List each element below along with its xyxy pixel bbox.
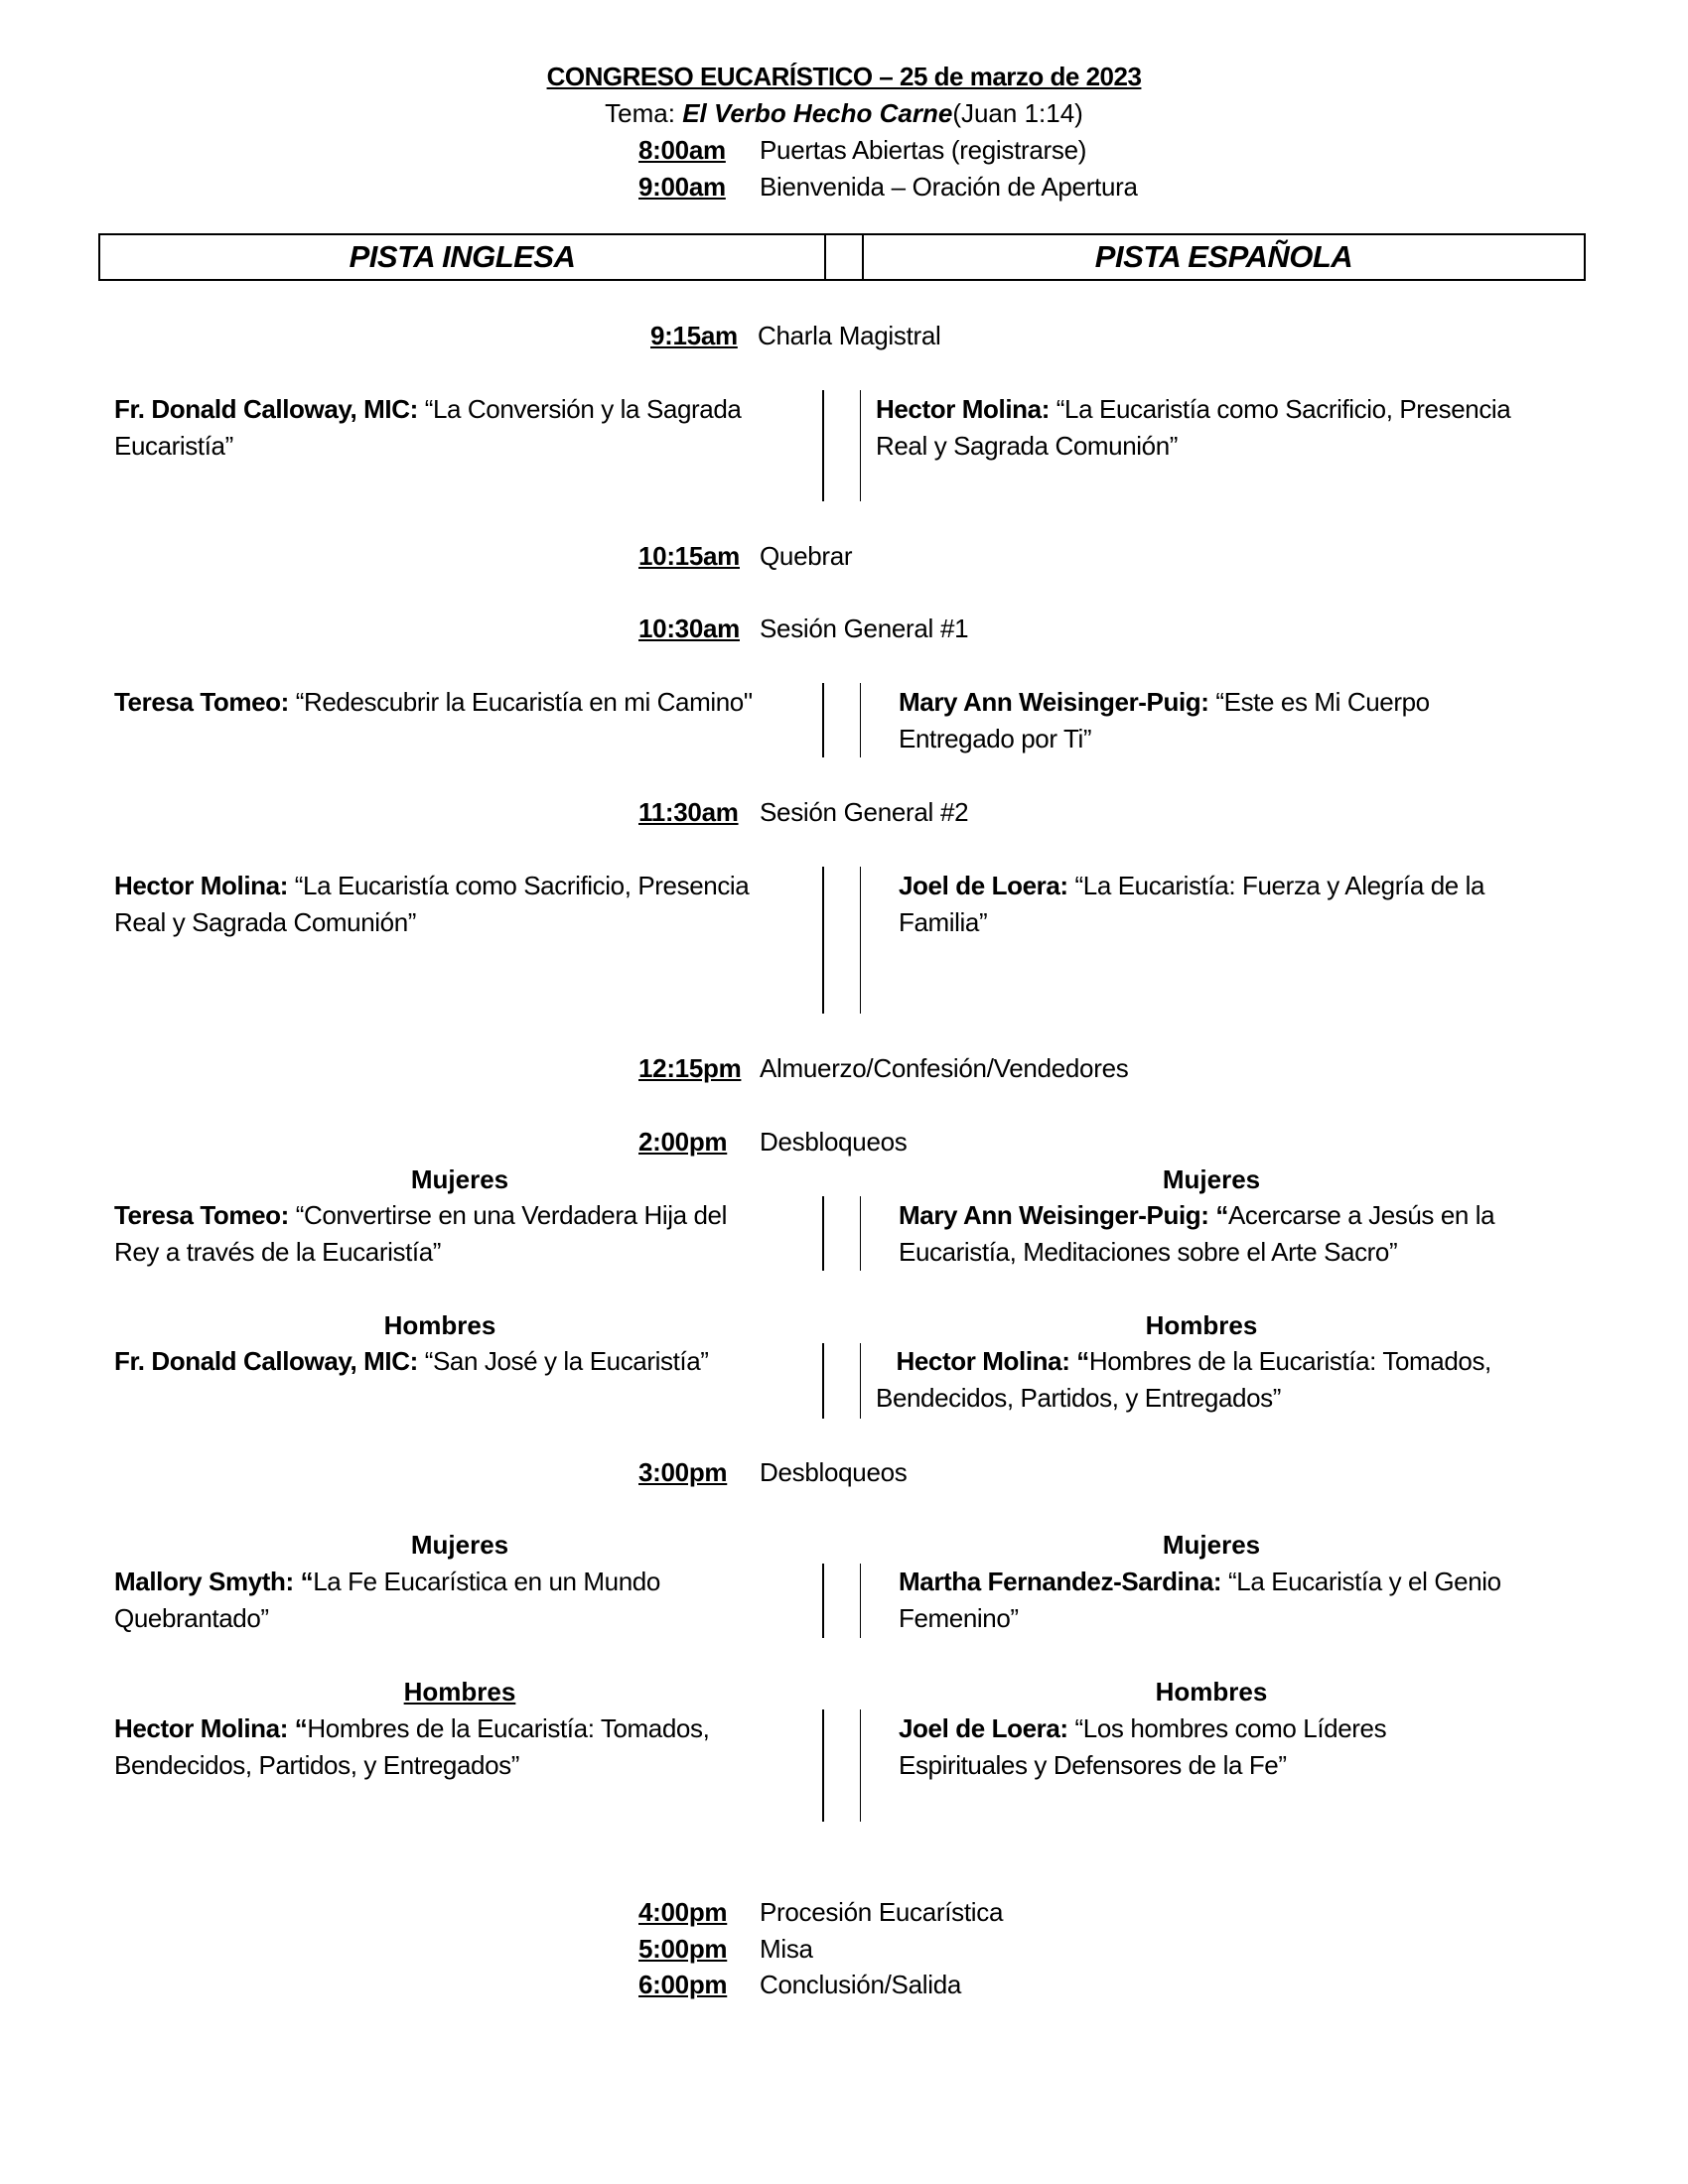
group-label-men: Hombres [1145,1310,1258,1340]
column-divider [860,390,861,501]
talk-title: “Los hombres como Líderes [1074,1713,1387,1743]
column-divider [822,1196,824,1271]
schedule-item-mass [638,1934,813,1965]
item-description: Puertas Abiertas (registrarse) [760,135,1087,165]
speaker-name: Hector Molina: [876,394,1050,424]
time-label: 4:00pm [638,1897,728,1927]
time-label: 9:00am [638,172,726,202]
breakout-2-men-english [114,1710,709,1784]
talk-title: “Este es Mi Cuerpo [1215,687,1430,717]
group-label-women: Mujeres [410,1164,509,1194]
breakout-2-women-spanish [899,1564,1501,1637]
schedule-item-lunch [638,1053,1128,1084]
time-label: 8:00am [638,135,726,165]
schedule-item-keynote [650,321,941,351]
general-2-english [114,868,749,941]
theme-line [0,98,1688,129]
time-label: 9:15am [650,321,738,350]
talk-title-cont: Real y Sagrada Comunión” [114,907,417,937]
group-label-women: Mujeres [1162,1530,1261,1560]
speaker-name: Fr. Donald Calloway, MIC: [114,1346,418,1376]
item-description: Misa [760,1934,813,1964]
talk-title-cont: Espirituales y Defensores de la Fe” [899,1750,1287,1780]
talk-title: “La Conversión y la Sagrada [424,394,742,424]
schedule-item-conclusion [638,1970,961,2000]
talk-title: Acercarse a Jesús en la [1227,1200,1495,1230]
breakout-2-men-spanish [899,1710,1386,1784]
time-label: 11:30am [638,797,739,827]
item-description: Sesión General #2 [760,797,969,827]
speaker-name: Joel de Loera: [899,1713,1068,1743]
column-divider [860,1564,861,1638]
time-label: 6:00pm [638,1970,728,1999]
track-header-english: PISTA INGLESA [349,239,576,274]
time-label: 2:00pm [638,1127,728,1157]
talk-title-cont: Rey a través de la Eucaristía” [114,1237,442,1267]
breakout-1-women-english [114,1197,727,1271]
breakout-1-men-english [114,1343,709,1380]
breakout-1-women-spanish [899,1197,1494,1271]
schedule-item-breakout-1 [638,1127,907,1158]
talk-title-cont: Real y Sagrada Comunión” [876,431,1179,461]
speaker-name: Mary Ann Weisinger-Puig: [899,687,1209,717]
theme-title: El Verbo Hecho Carne [682,98,953,128]
keynote-spanish [876,391,1510,465]
item-description: Charla Magistral [758,321,941,350]
speaker-name: Hector Molina: “ [114,1713,308,1743]
document-title: CONGRESO EUCARÍSTICO – 25 de marzo de 2023 [546,62,1142,91]
column-divider [860,1196,861,1271]
speaker-name: Hector Molina: “ [896,1346,1089,1376]
general-1-english [114,684,753,721]
time-label: 10:15am [638,541,740,571]
column-divider [822,683,824,757]
breakout-2-women-english [114,1564,660,1637]
talk-title-cont: Quebrantado” [114,1603,269,1633]
column-divider [822,1343,824,1419]
schedule-item-general-2 [638,797,968,828]
talk-title: Hombres de la Eucaristía: Tomados, [307,1713,710,1743]
talk-title-cont: Entregado por Ti” [899,724,1092,753]
speaker-name: Teresa Tomeo: [114,1200,289,1230]
column-divider [860,1343,861,1419]
time-label: 10:30am [638,614,740,643]
schedule-item-general-1 [638,614,968,644]
schedule-item-breakout-2 [638,1457,907,1488]
speaker-name: Hector Molina: [114,871,288,900]
item-description: Bienvenida – Oración de Apertura [760,172,1138,202]
breakout-1-men-spanish [876,1343,1491,1417]
header-divider [824,235,826,279]
theme-reference: (Juan 1:14) [952,98,1083,128]
column-divider [822,1709,824,1822]
group-label-women: Mujeres [410,1530,509,1560]
time-label: 5:00pm [638,1934,728,1964]
column-divider [860,683,861,757]
group-label-men: Hombres [1155,1677,1268,1706]
group-label-women: Mujeres [1162,1164,1261,1194]
keynote-english [114,391,741,465]
talk-title: La Fe Eucarística en un Mundo [313,1567,660,1596]
talk-title: “Convertirse en una Verdadera Hija del [295,1200,727,1230]
talk-title: “La Eucaristía como Sacrificio, Presencia [294,871,750,900]
talk-title: Hombres de la Eucaristía: Tomados, [1088,1346,1491,1376]
talk-title-cont: Eucaristía, Meditaciones sobre el Arte Sacro” [899,1237,1398,1267]
item-description: Desbloqueos [760,1457,908,1487]
theme-label: Tema: [605,98,683,128]
group-label-men-text: Hombres [403,1677,516,1706]
talk-title: “Redescubrir la Eucaristía en mi Camino" [295,687,753,717]
talk-title: “La Eucaristía como Sacrificio, Presencia [1055,394,1511,424]
column-divider [860,867,861,1014]
general-2-spanish [899,868,1484,941]
general-1-spanish [899,684,1430,757]
item-description: Procesión Eucarística [760,1897,1004,1927]
item-description: Desbloqueos [760,1127,908,1157]
track-header-table [98,233,1586,281]
talk-title-cont: Bendecidos, Partidos, y Entregados” [876,1383,1282,1413]
talk-title: “La Eucaristía y el Genio [1228,1567,1501,1596]
speaker-name: Mallory Smyth: “ [114,1567,314,1596]
column-divider [860,1709,861,1822]
speaker-name: Martha Fernandez-Sardina: [899,1567,1222,1596]
talk-title: “San José y la Eucaristía” [424,1346,709,1376]
schedule-item-doors [638,135,1086,166]
track-header-spanish: PISTA ESPAÑOLA [1094,239,1353,274]
speaker-name: Fr. Donald Calloway, MIC: [114,394,418,424]
column-divider [822,1564,824,1638]
talk-title-cont: Bendecidos, Partidos, y Entregados” [114,1750,520,1780]
speaker-name: Teresa Tomeo: [114,687,289,717]
item-description: Conclusión/Salida [760,1970,962,1999]
speaker-name: Joel de Loera: [899,871,1068,900]
schedule-item-procession [638,1897,1003,1928]
column-divider [822,867,824,1014]
group-label-men: Hombres [383,1310,496,1340]
talk-title: “La Eucaristía: Fuerza y Alegría de la [1074,871,1485,900]
group-label-men [311,1677,609,1707]
item-description: Almuerzo/Confesión/Vendedores [760,1053,1129,1083]
talk-title-cont: Femenino” [899,1603,1019,1633]
time-label: 12:15pm [638,1053,742,1083]
schedule-item-welcome [638,172,1138,203]
schedule-item-break [638,541,852,572]
item-description: Sesión General #1 [760,614,969,643]
column-divider [822,390,824,501]
item-description: Quebrar [760,541,853,571]
speaker-name: Mary Ann Weisinger-Puig: “ [899,1200,1228,1230]
talk-title-cont: Eucaristía” [114,431,233,461]
talk-title-cont: Familia” [899,907,988,937]
time-label: 3:00pm [638,1457,728,1487]
